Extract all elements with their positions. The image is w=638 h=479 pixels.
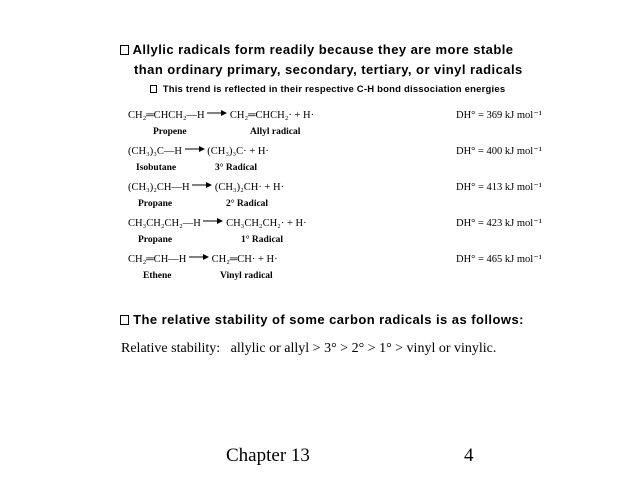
arrow-icon [192, 181, 212, 189]
bond-energy: DH° = 423 kJ mol⁻¹ [456, 218, 542, 229]
arrow-icon [189, 253, 209, 261]
product: CH₃CH₂CH₂· + H· [226, 218, 307, 229]
bullet-box-icon [120, 45, 129, 55]
arrow-icon [203, 217, 223, 225]
sub-bullet [150, 84, 505, 95]
arrow-icon [207, 109, 227, 117]
reaction-row [128, 145, 269, 157]
reaction-row [128, 109, 314, 121]
product-name: Vinyl radical [220, 271, 273, 281]
bullet-box-icon [120, 315, 129, 325]
product-name: Allyl radical [250, 127, 301, 137]
bond-energy: DH° = 400 kJ mol⁻¹ [456, 146, 542, 157]
bullet-text: than ordinary primary, secondary, tertiary, or vinyl radicals [134, 62, 523, 77]
product: CH₂═CHCH₂· + H· [229, 110, 315, 121]
reactant: CH₂═CHCH₂—H [128, 110, 205, 121]
bullet-stability [120, 311, 524, 328]
reactant: (CH₃)₃C—H [128, 146, 182, 157]
bullet-text: The relative stability of some carbon radicals is as follows: [133, 312, 524, 327]
reactant-name: Propene [153, 127, 187, 137]
reaction-row [128, 253, 278, 265]
reactant: CH₃CH₂CH₂—H [128, 218, 201, 229]
reactant-name: Ethene [143, 271, 172, 281]
stability-order: Relative stability: allylic or allyl > 3° > 2° > 1° > vinyl or vinylic. [121, 341, 497, 356]
reactant: CH₂═CH—H [128, 254, 187, 265]
bullet-allylic-continued [134, 61, 523, 78]
bullet-text: Allylic radicals form readily because they are more stable [132, 42, 514, 57]
bullet-allylic [120, 41, 513, 58]
product-name: 2° Radical [226, 199, 269, 209]
footer-page-number: 4 [464, 445, 474, 466]
product: (CH₃)₂CH· + H· [214, 182, 285, 193]
product-name: 3° Radical [215, 163, 258, 173]
product: CH₂═CH· + H· [211, 254, 278, 265]
arrow-icon [185, 145, 205, 153]
reaction-row [128, 181, 284, 193]
bullet-box-icon [150, 85, 157, 93]
reactant-name: Isobutane [136, 163, 177, 173]
sub-bullet-text: This trend is reflected in their respective C-H bond dissociation energies [162, 84, 506, 95]
product: (CH₃)₃C· + H· [207, 146, 269, 157]
bond-energy: DH° = 369 kJ mol⁻¹ [456, 110, 542, 121]
reactant-name: Propane [138, 235, 173, 245]
product-name: 1° Radical [241, 235, 284, 245]
bond-energy: DH° = 465 kJ mol⁻¹ [456, 254, 542, 265]
footer-chapter: Chapter 13 [226, 445, 310, 466]
reactant: (CH₃)₂CH—H [128, 182, 190, 193]
reactant-name: Propane [138, 199, 173, 209]
reaction-row [128, 217, 307, 229]
bond-energy: DH° = 413 kJ mol⁻¹ [456, 182, 542, 193]
